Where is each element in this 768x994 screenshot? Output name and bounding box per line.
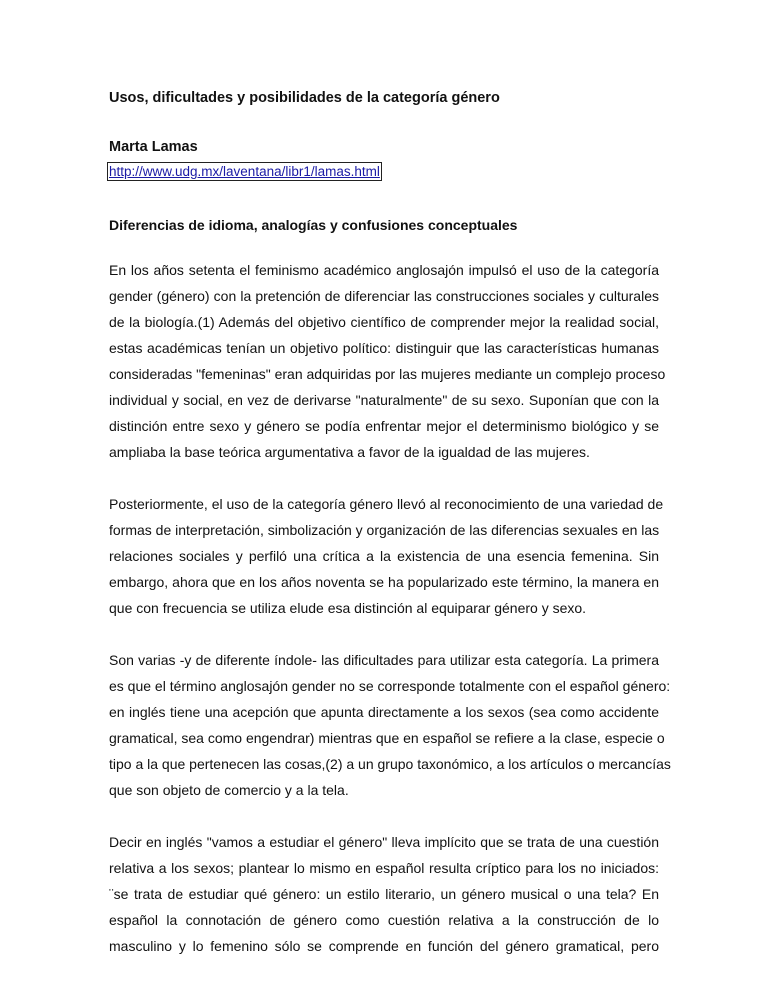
- text-line: en inglés tiene una acepción que apunta directamente a los sexos (sea como accidente: [109, 704, 659, 720]
- text-line: que con frecuencia se utiliza elude esa distinción al equiparar género y sexo.: [109, 600, 587, 616]
- text-line: de la biología.(1) Además del objetivo científico de comprender mejor la realidad social,: [109, 314, 659, 330]
- paragraph: [109, 257, 666, 465]
- text-line: Posteriormente, el uso de la categoría género llevó al reconocimiento de una variedad de: [109, 496, 664, 512]
- text-line: ampliaba la base teórica argumentativa a favor de la igualdad de las mujeres.: [109, 444, 590, 460]
- text-line: Decir en inglés "vamos a estudiar el género" lleva implícito que se trata de una cuestión: [109, 834, 659, 850]
- text-line: En los años setenta el feminismo académico anglosajón impulsó el uso de la categoría: [109, 262, 659, 278]
- text-line: embargo, ahora que en los años noventa se ha popularizado este término, la manera en: [109, 574, 659, 590]
- document-title: Usos, dificultades y posibilidades de la categoría género: [109, 90, 500, 106]
- text-line: ¨se trata de estudiar qué género: un estilo literario, un género musical o una tela? En: [109, 886, 659, 902]
- paragraph: [109, 491, 664, 621]
- text-line: masculino y lo femenino sólo se comprende en función del género gramatical, pero: [109, 938, 659, 954]
- text-line: distinción entre sexo y género se podía enfrentar mejor el determinismo biológico y se: [109, 418, 659, 434]
- text-line: español la connotación de género como cuestión relativa a la construcción de lo: [109, 912, 659, 928]
- text-line: individual y social, en vez de derivarse "naturalmente" de su sexo. Suponían que con la: [109, 392, 659, 408]
- text-line: relaciones sociales y perfiló una crítica a la existencia de una esencia femenina. Sin: [109, 548, 659, 564]
- section-heading: Diferencias de idioma, analogías y confusiones conceptuales: [109, 217, 518, 233]
- text-line: estas académicas tenían un objetivo político: distinguir que las características humanas: [109, 340, 659, 356]
- text-line: Son varias -y de diferente índole- las dificultades para utilizar esta categoría. La primera: [109, 652, 659, 668]
- text-line: es que el término anglosajón gender no se corresponde totalmente con el español género:: [109, 678, 671, 694]
- text-line: gender (género) con la pretención de diferenciar las construcciones sociales y culturales: [109, 288, 659, 304]
- text-line: consideradas "femeninas" eran adquiridas por las mujeres mediante un complejo proceso: [109, 366, 666, 382]
- body-text: [109, 257, 671, 985]
- text-line: tipo a la que pertenecen las cosas,(2) a un grupo taxonómico, a los artículos o mercancías: [109, 756, 671, 772]
- text-line: formas de interpretación, simbolización y organización de las diferencias sexuales en las: [109, 522, 660, 538]
- text-line: gramatical, sea como engendrar) mientras que en español se refiere a la clase, especie o: [109, 730, 665, 746]
- paragraph: [109, 647, 671, 803]
- author-name: Marta Lamas: [109, 139, 198, 155]
- text-line: relativa a los sexos; plantear lo mismo en español resulta críptico para los no iniciados:: [109, 860, 659, 876]
- text-line: que son objeto de comercio y a la tela.: [109, 782, 349, 798]
- source-link[interactable]: http://www.udg.mx/laventana/libr1/lamas.html: [109, 164, 380, 179]
- paragraph: [109, 829, 659, 959]
